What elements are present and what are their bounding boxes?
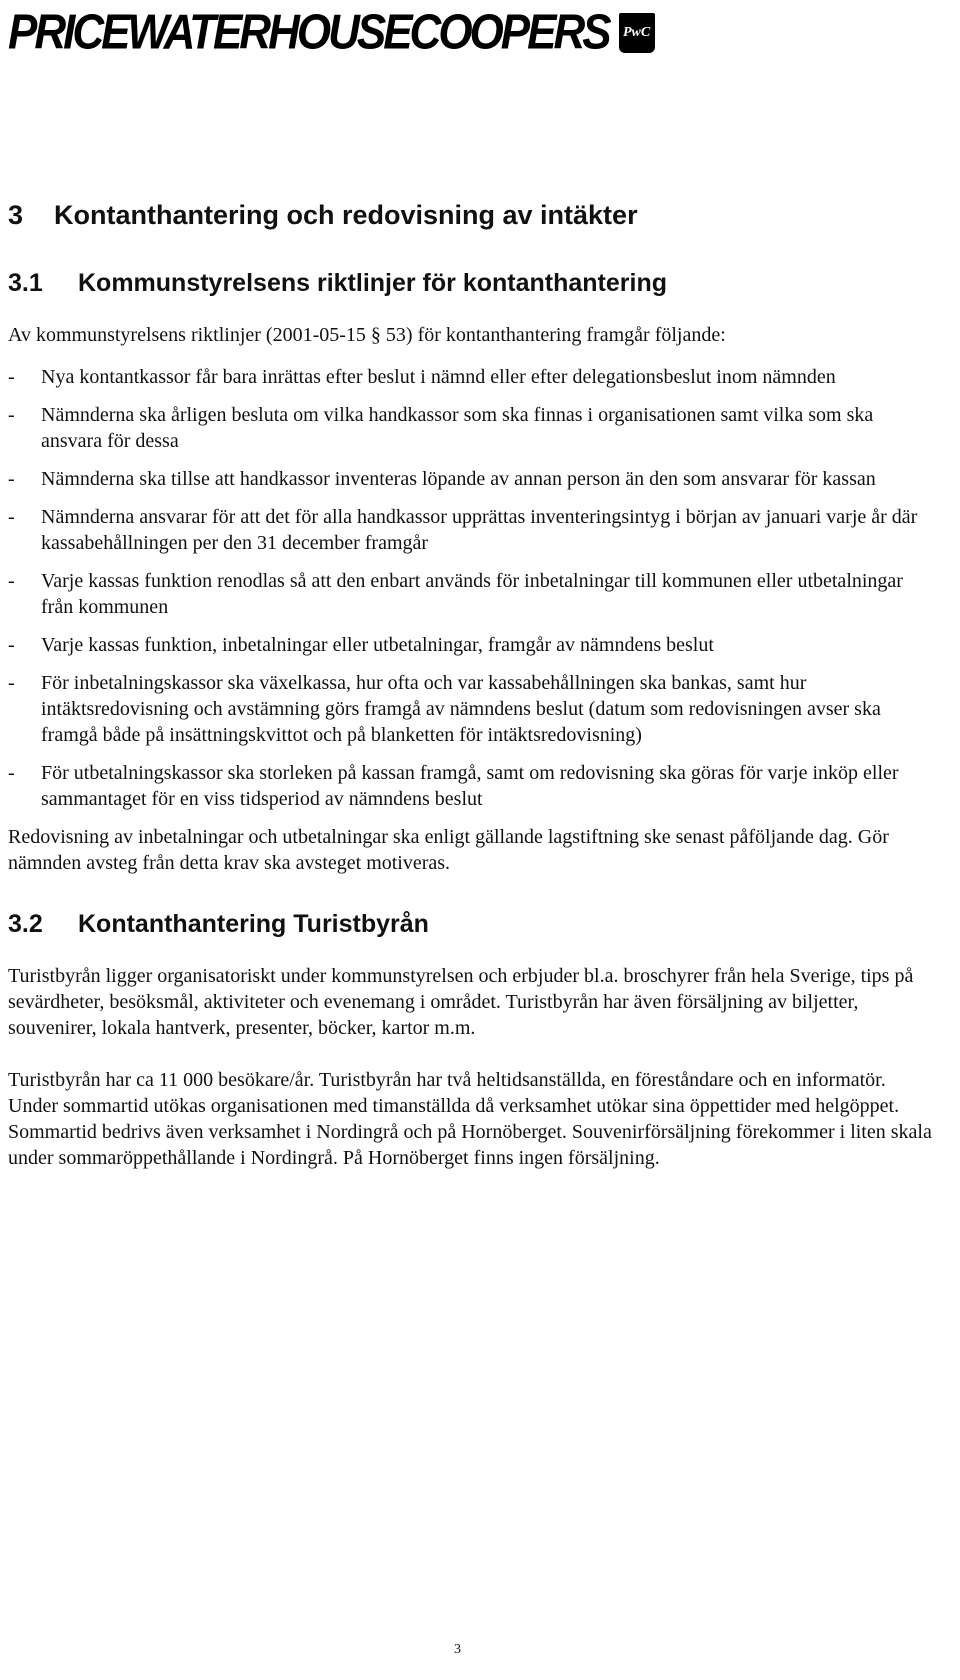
list-item (8, 760, 938, 812)
section-title: Kontanthantering och redovisning av intäkter (54, 200, 638, 230)
logo-wordmark: PRICEWATERHOUSECOOPERS (8, 5, 609, 60)
closing-paragraph: Redovisning av inbetalningar och utbetalningar ska enligt gällande lagstiftning ske senast påföljande dag. Gör nämnden avsteg från detta krav ska avsteget motiveras. (8, 826, 889, 874)
subsection-heading-3-2 (8, 910, 938, 939)
list-item (8, 632, 938, 658)
intro-paragraph: Av kommunstyrelsens riktlinjer (2001-05-15 § 53) för kontanthantering framgår följande: (8, 324, 726, 346)
logo-badge-icon: PwC (619, 13, 655, 53)
list-item-text: Nämnderna ska tillse att handkassor inventeras löpande av annan person än den som ansvarar för kassan (41, 468, 876, 490)
list-item-text: Nya kontantkassor får bara inrättas efter beslut i nämnd eller efter delegationsbeslut inom nämnden (41, 366, 836, 388)
list-item (8, 402, 938, 454)
subsection-number: 3.2 (8, 910, 43, 938)
list-item (8, 504, 938, 556)
list-item-text: Nämnderna ska årligen besluta om vilka handkassor som ska finnas i organisationen samt vilka som ska ansvara för dessa (41, 404, 874, 452)
document-body (8, 200, 938, 1171)
list-item-text: För inbetalningskassor ska växelkassa, hur ofta och var kassabehållningen ska bankas, samt hur intäktsredovisning och avstämning görs framgå av nämndens beslut (datum som redovisningen avser ska framgå både på insättningskvittot och på blanketten för intäktsredovisning) (41, 672, 881, 746)
list-item-text: Varje kassas funktion, inbetalningar eller utbetalningar, framgår av nämndens beslut (41, 634, 714, 656)
dash-bullet: - (8, 468, 15, 490)
list-item-text: Nämnderna ansvarar för att det för alla handkassor upprättas inventeringsintyg i början av januari varje år där kassabehållningen per den 31 december framgår (41, 506, 918, 554)
subsection-title: Kontanthantering Turistbyrån (78, 910, 429, 938)
tourist-office-paragraph-1: Turistbyrån ligger organisatoriskt under kommunstyrelsen och erbjuder bl.a. broschyrer från hela Sverige, tips på sevärdheter, besöksmål, aktiviteter och evenemang i området. Turistbyrån har även försäljning av biljetter, souvenirer, lokala hantverk, presenter, böcker, kartor m.m. (8, 965, 914, 1039)
dash-bullet: - (8, 634, 15, 656)
list-item (8, 364, 938, 390)
dash-bullet: - (8, 570, 15, 592)
subsection-title: Kommunstyrelsens riktlinjer för kontanthantering (78, 269, 667, 297)
guidelines-list (8, 364, 938, 812)
dash-bullet: - (8, 506, 15, 528)
list-item (8, 568, 938, 620)
section-heading (8, 200, 938, 231)
list-item (8, 466, 938, 492)
subsection-number: 3.1 (8, 269, 43, 297)
dash-bullet: - (8, 366, 15, 388)
dash-bullet: - (8, 404, 15, 426)
subsection-heading-3-1 (8, 269, 938, 298)
page-number: 3 (454, 1642, 461, 1657)
dash-bullet: - (8, 762, 15, 784)
list-item (8, 670, 938, 748)
dash-bullet: - (8, 672, 15, 694)
company-logo (8, 4, 655, 62)
section-number: 3 (8, 200, 24, 230)
list-item-text: För utbetalningskassor ska storleken på kassan framgå, samt om redovisning ska göras för varje inköp eller sammantaget för en viss tidsperiod av nämndens beslut (41, 762, 899, 810)
tourist-office-paragraph-2: Turistbyrån har ca 11 000 besökare/år. Turistbyrån har två heltidsanställda, en föreståndare och en informatör. Under sommartid utökas organisationen med timanställda då verksamhet utökar sina öppettider med helgöppet. Sommartid bedrivs även verksamhet i Nordingrå och på Hornöberget. Souvenirförsäljning förekommer i liten skala under sommaröppethållande i Nordingrå. På Hornöberget finns ingen försäljning. (8, 1069, 932, 1169)
list-item-text: Varje kassas funktion renodlas så att den enbart används för inbetalningar till kommunen eller utbetalningar från kommunen (41, 570, 903, 618)
